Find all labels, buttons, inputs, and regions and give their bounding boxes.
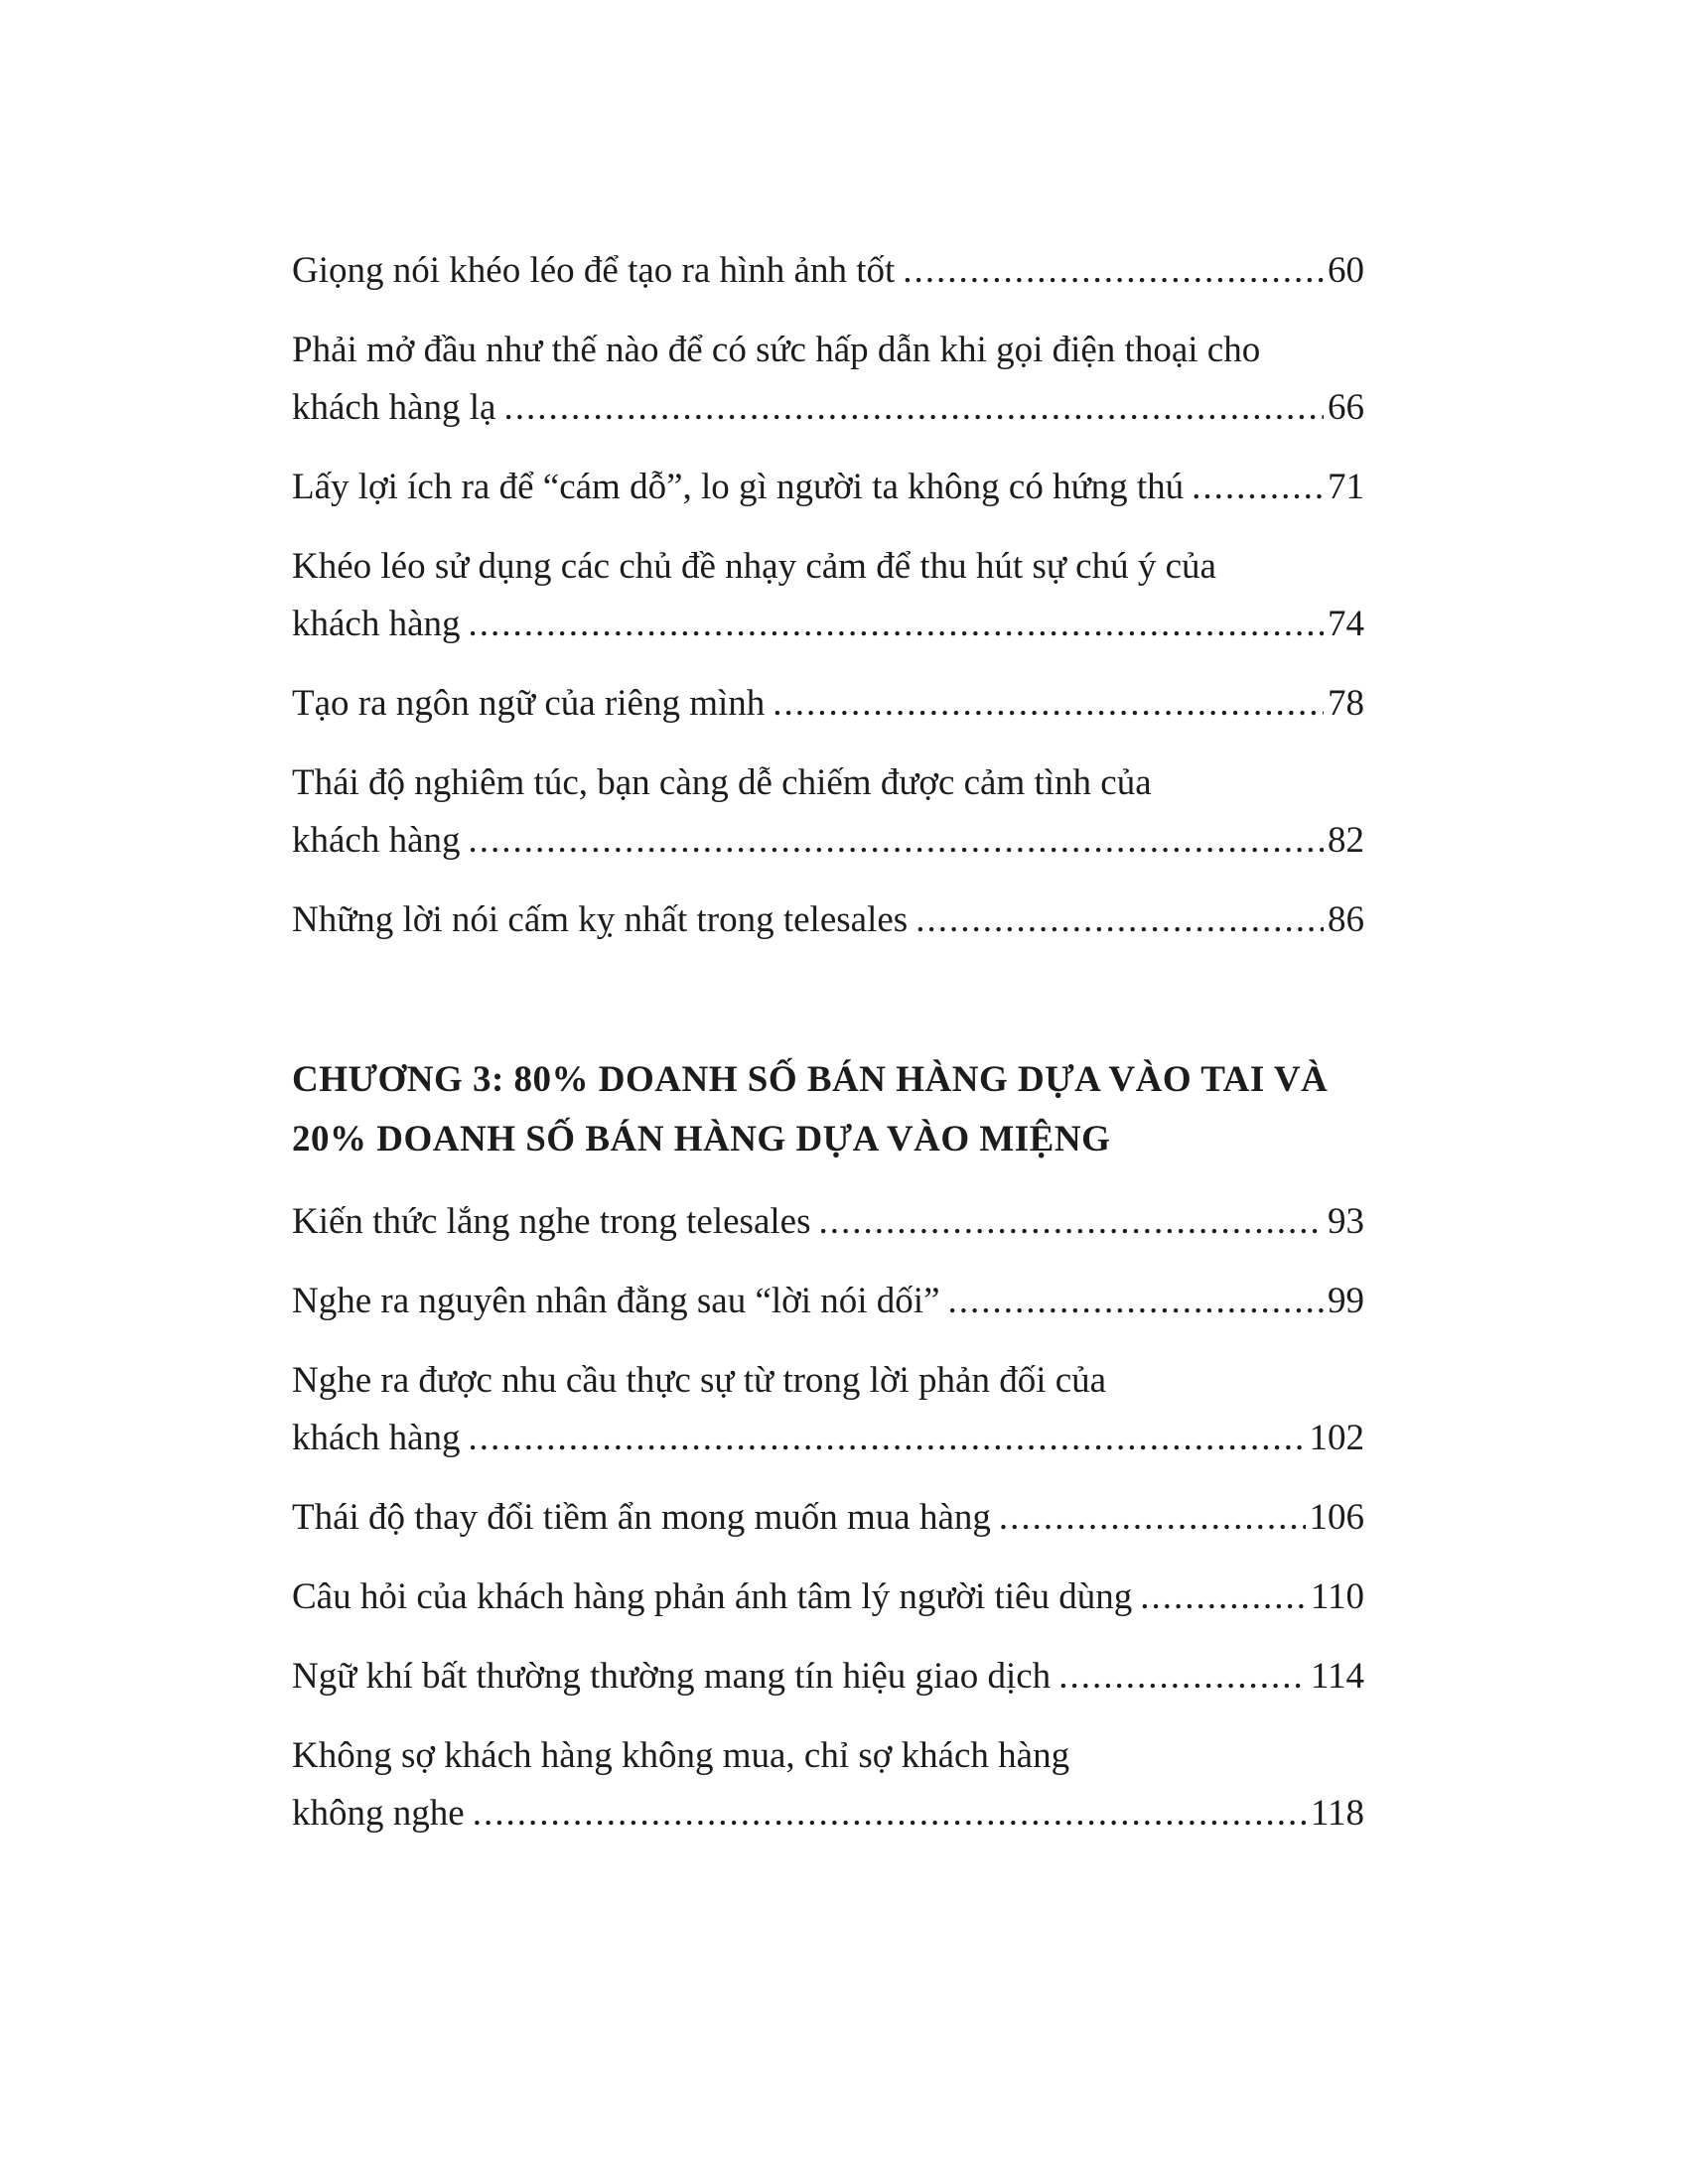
dot-leader	[999, 1489, 1306, 1547]
toc-entry-line	[292, 1193, 1364, 1251]
toc-entry-title: Khéo léo sử dụng các chủ đề nhạy cảm để thu hút sự chú ý của	[292, 546, 1216, 587]
toc-entry-line	[292, 675, 1364, 733]
toc-entry	[292, 322, 1364, 437]
dot-leader	[503, 379, 1324, 437]
toc-entry	[292, 1193, 1364, 1251]
dot-leader	[469, 596, 1324, 653]
toc-entry	[292, 1273, 1364, 1330]
dot-leader	[818, 1193, 1324, 1251]
toc-entry	[292, 459, 1364, 516]
toc-entry-title: Câu hỏi của khách hàng phản ánh tâm lý người tiêu dùng	[292, 1576, 1133, 1617]
toc-page-number: 60	[1328, 250, 1364, 291]
toc-page-number: 114	[1310, 1656, 1364, 1697]
toc-section-b	[292, 1193, 1364, 1864]
toc-entry	[292, 1569, 1364, 1626]
dot-leader	[469, 812, 1324, 870]
toc-entry-title: Ngữ khí bất thường thường mang tín hiệu giao dịch	[292, 1656, 1052, 1697]
toc-entry	[292, 1648, 1364, 1706]
toc-entry-line	[292, 1785, 1364, 1843]
toc-entry-line	[292, 379, 1364, 437]
toc-entry-line	[292, 1489, 1364, 1547]
dot-leader	[1192, 459, 1324, 516]
chapter-heading	[292, 1050, 1374, 1169]
toc-entry-title: Nghe ra được nhu cầu thực sự từ trong lời phản đối của	[292, 1360, 1107, 1401]
dot-leader	[773, 675, 1324, 733]
toc-entry-title: Không sợ khách hàng không mua, chỉ sợ khách hàng	[292, 1735, 1070, 1776]
toc-page-number: 110	[1310, 1576, 1364, 1617]
toc-entry-title: Giọng nói khéo léo để tạo ra hình ảnh tốt	[292, 250, 896, 291]
toc-entry	[292, 675, 1364, 733]
chapter-heading-line: CHƯƠNG 3: 80% DOANH SỐ BÁN HÀNG DỰA VÀO TAI VÀ	[292, 1059, 1329, 1100]
toc-page-number: 78	[1328, 683, 1364, 724]
dot-leader	[903, 242, 1324, 300]
toc-entry-line	[292, 322, 1364, 379]
toc-entry-title: Tạo ra ngôn ngữ của riêng mình	[292, 683, 766, 724]
toc-entry-title-cont: không nghe	[292, 1793, 465, 1834]
dot-leader	[1058, 1648, 1307, 1706]
toc-section-a	[292, 242, 1364, 971]
toc-entry-title: Lấy lợi ích ra để “cám dỗ”, lo gì người ta không có hứng thú	[292, 467, 1185, 507]
dot-leader	[469, 1410, 1306, 1467]
toc-page-number: 74	[1328, 604, 1364, 644]
toc-entry	[292, 754, 1364, 870]
toc-entry-line	[292, 754, 1364, 812]
toc-entry-line	[292, 242, 1364, 300]
toc-entry	[292, 891, 1364, 949]
toc-page-number: 82	[1328, 820, 1364, 861]
toc-entry-title-cont: khách hàng	[292, 820, 461, 861]
toc-entry-line	[292, 1648, 1364, 1706]
toc-entry	[292, 538, 1364, 653]
toc-entry-title: Thái độ thay đổi tiềm ẩn mong muốn mua hàng	[292, 1497, 991, 1538]
toc-page-number: 106	[1309, 1497, 1364, 1538]
toc-entry	[292, 1489, 1364, 1547]
toc-page-number: 118	[1310, 1793, 1364, 1834]
toc-page-number: 93	[1328, 1201, 1364, 1242]
toc-page-number: 99	[1328, 1281, 1364, 1321]
toc-entry-line	[292, 596, 1364, 653]
toc-page-number: 86	[1328, 899, 1364, 940]
toc-entry-title-cont: khách hàng	[292, 1418, 461, 1458]
toc-entry-line	[292, 1273, 1364, 1330]
toc-entry-line	[292, 1727, 1364, 1785]
toc-entry-line	[292, 1352, 1364, 1410]
dot-leader	[1140, 1569, 1307, 1626]
toc-entry-title: Thái độ nghiêm túc, bạn càng dễ chiếm được cảm tình của	[292, 762, 1152, 803]
toc-entry-line	[292, 891, 1364, 949]
toc-page-number: 66	[1328, 387, 1364, 428]
toc-entry	[292, 1727, 1364, 1843]
chapter-heading-line: 20% DOANH SỐ BÁN HÀNG DỰA VÀO MIỆNG	[292, 1119, 1111, 1160]
toc-entry-line	[292, 538, 1364, 596]
toc-entry-title: Nghe ra nguyên nhân đằng sau “lời nói dối”	[292, 1281, 940, 1321]
toc-entry-line	[292, 459, 1364, 516]
dot-leader	[948, 1273, 1324, 1330]
toc-entry-line	[292, 1569, 1364, 1626]
toc-entry	[292, 1352, 1364, 1467]
toc-entry-title: Kiến thức lắng nghe trong telesales	[292, 1201, 811, 1242]
toc-page-number: 102	[1309, 1418, 1364, 1458]
toc-entry	[292, 242, 1364, 300]
toc-page-number: 71	[1328, 467, 1364, 507]
toc-entry-title-cont: khách hàng lạ	[292, 387, 496, 428]
toc-entry-line	[292, 1410, 1364, 1467]
dot-leader	[915, 891, 1324, 949]
toc-entry-line	[292, 812, 1364, 870]
toc-entry-title: Phải mở đầu như thế nào để có sức hấp dẫn khi gọi điện thoại cho	[292, 330, 1261, 370]
toc-entry-title-cont: khách hàng	[292, 604, 461, 644]
toc-entry-title: Những lời nói cấm kỵ nhất trong telesales	[292, 899, 909, 940]
dot-leader	[473, 1785, 1307, 1843]
